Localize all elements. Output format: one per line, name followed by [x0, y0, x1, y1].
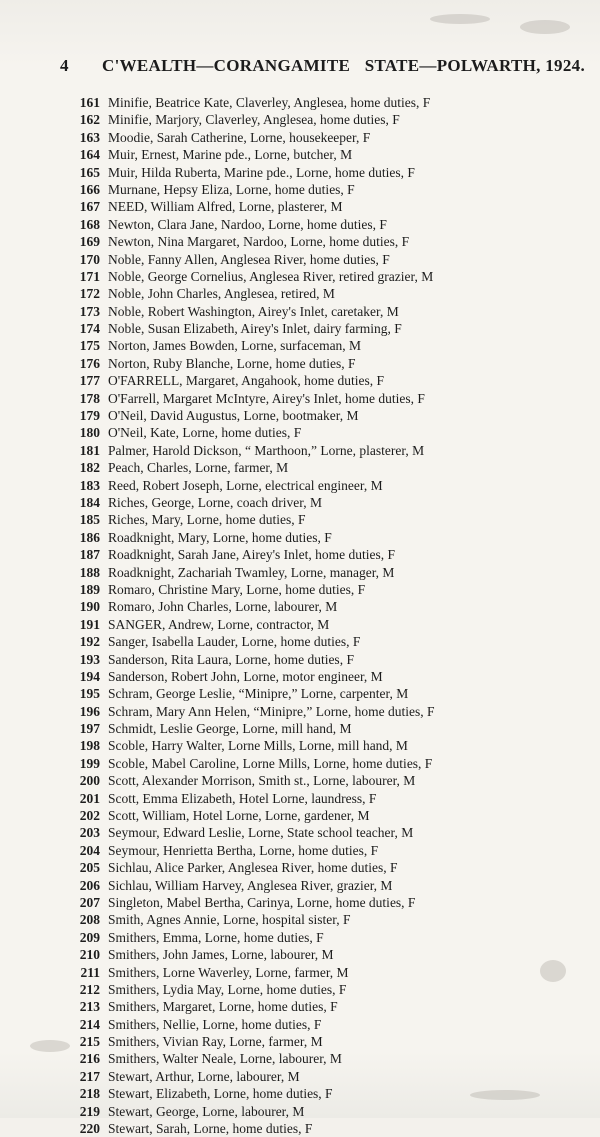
entry-text: Singleton, Mabel Bertha, Carinya, Lorne, home duties, F	[108, 894, 416, 910]
roll-entry	[64, 94, 594, 111]
roll-entry	[64, 529, 594, 546]
roll-entry	[64, 755, 594, 772]
roll-entry	[64, 807, 594, 824]
entry-number: 211	[80, 964, 100, 980]
entry-text: O'Neil, Kate, Lorne, home duties, F	[108, 425, 302, 441]
entry-text: Sanderson, Robert John, Lorne, motor engineer, M	[108, 668, 383, 684]
roll-entry	[64, 407, 594, 424]
entry-text: Scott, William, Hotel Lorne, Lorne, gardener, M	[108, 808, 370, 824]
entry-number: 200	[79, 773, 100, 789]
roll-entry	[64, 198, 594, 215]
roll-entry	[64, 772, 594, 789]
entry-text: Riches, George, Lorne, coach driver, M	[108, 494, 323, 510]
entry-text: Sanger, Isabella Lauder, Lorne, home duties, F	[108, 634, 361, 650]
roll-entry	[64, 494, 594, 511]
entry-number: 162	[79, 112, 100, 128]
roll-entry	[64, 1016, 594, 1033]
roll-entry	[64, 129, 594, 146]
entry-number: 220	[79, 1121, 100, 1137]
entry-number: 190	[79, 599, 100, 615]
roll-entry	[64, 251, 594, 268]
entry-text: Noble, John Charles, Anglesea, retired, M	[108, 286, 335, 302]
entry-number: 198	[79, 738, 100, 754]
roll-entry	[64, 459, 594, 476]
entry-number: 187	[79, 547, 100, 563]
roll-entry	[64, 424, 594, 441]
entry-text: Palmer, Harold Dickson, “ Marthoon,” Lorne, plasterer, M	[108, 442, 425, 458]
roll-entry	[64, 616, 594, 633]
entry-text: Noble, Robert Washington, Airey's Inlet, caretaker, M	[108, 303, 399, 319]
roll-entry	[64, 929, 594, 946]
roll-entry	[64, 824, 594, 841]
entry-text: Romaro, John Charles, Lorne, labourer, M	[108, 599, 338, 615]
entry-text: Noble, Susan Elizabeth, Airey's Inlet, dairy farming, F	[108, 321, 402, 337]
entry-number: 174	[79, 321, 100, 337]
entry-number: 217	[79, 1068, 100, 1084]
header-electorate: C'WEALTH—CORANGAMITE	[102, 56, 351, 75]
entry-number: 204	[79, 842, 100, 858]
entry-text: Smithers, Walter Neale, Lorne, labourer, M	[108, 1051, 342, 1067]
roll-entry	[64, 164, 594, 181]
entry-number: 212	[79, 981, 100, 997]
entry-number: 192	[79, 634, 100, 650]
entry-text: Newton, Nina Margaret, Nardoo, Lorne, home duties, F	[108, 234, 410, 250]
entry-text: Smithers, Margaret, Lorne, home duties, F	[108, 999, 338, 1015]
roll-entry	[64, 946, 594, 963]
roll-entry	[64, 337, 594, 354]
entry-number: 216	[79, 1051, 100, 1067]
roll-entry	[64, 564, 594, 581]
roll-entry	[64, 372, 594, 389]
entry-number: 188	[79, 564, 100, 580]
entry-number: 189	[79, 581, 100, 597]
roll-entry	[64, 842, 594, 859]
entry-number: 218	[79, 1086, 100, 1102]
roll-entry	[64, 303, 594, 320]
entry-number: 206	[79, 877, 100, 893]
page-number: 4	[60, 56, 69, 75]
entry-text: SANGER, Andrew, Lorne, contractor, M	[108, 616, 330, 632]
entry-text: Norton, Ruby Blanche, Lorne, home duties, F	[108, 355, 356, 371]
entry-text: Noble, George Cornelius, Anglesea River, retired grazier, M	[108, 268, 434, 284]
roll-entry	[64, 685, 594, 702]
roll-entry	[64, 1085, 594, 1102]
entry-text: Schram, Mary Ann Helen, “Minipre,” Lorne, home duties, F	[108, 703, 435, 719]
roll-entry	[64, 668, 594, 685]
entry-text: Scoble, Harry Walter, Lorne Mills, Lorne, mill hand, M	[108, 738, 408, 754]
roll-entry	[64, 355, 594, 372]
entry-number: 185	[79, 512, 100, 528]
roll-entry	[64, 911, 594, 928]
entry-text: Stewart, Elizabeth, Lorne, home duties, F	[108, 1086, 333, 1102]
roll-entry	[64, 546, 594, 563]
entry-text: Smithers, John James, Lorne, labourer, M	[108, 947, 334, 963]
entry-number: 176	[79, 355, 100, 371]
entry-text: Seymour, Henrietta Bertha, Lorne, home duties, F	[108, 842, 379, 858]
entry-text: Stewart, Sarah, Lorne, home duties, F	[108, 1121, 313, 1137]
entry-text: Muir, Ernest, Marine pde., Lorne, butcher, M	[108, 147, 353, 163]
entry-number: 199	[79, 755, 100, 771]
entry-number: 167	[79, 199, 100, 215]
entry-number: 183	[79, 477, 100, 493]
entry-number: 179	[79, 408, 100, 424]
entry-number: 172	[79, 286, 100, 302]
roll-entry	[64, 598, 594, 615]
entry-text: Muir, Hilda Ruberta, Marine pde., Lorne, home duties, F	[108, 164, 415, 180]
entry-number: 197	[79, 721, 100, 737]
roll-entry	[64, 1120, 594, 1137]
entry-number: 173	[79, 303, 100, 319]
entry-text: Scott, Alexander Morrison, Smith st., Lorne, labourer, M	[108, 773, 416, 789]
entry-text: Norton, James Bowden, Lorne, surfaceman, M	[108, 338, 362, 354]
entry-text: Roadknight, Mary, Lorne, home duties, F	[108, 529, 332, 545]
paper-blemish	[520, 20, 570, 34]
roll-entry	[64, 581, 594, 598]
entry-text: Schram, George Leslie, “Minipre,” Lorne, carpenter, M	[108, 686, 409, 702]
entry-number: 214	[79, 1016, 100, 1032]
header-state: STATE—POLWARTH, 1924.	[364, 56, 585, 75]
entry-number: 213	[79, 999, 100, 1015]
entry-number: 161	[79, 95, 100, 110]
entry-text: Smithers, Lydia May, Lorne, home duties, F	[108, 981, 347, 997]
entry-text: Roadknight, Zachariah Twamley, Lorne, manager, M	[108, 564, 395, 580]
entry-text: Reed, Robert Joseph, Lorne, electrical engineer, M	[108, 477, 383, 493]
roll-entry	[64, 1033, 594, 1050]
entry-number: 177	[79, 373, 100, 389]
entry-number: 166	[79, 181, 100, 197]
entry-text: Sichlau, William Harvey, Anglesea River, grazier, M	[108, 877, 393, 893]
entry-text: Peach, Charles, Lorne, farmer, M	[108, 460, 289, 476]
entry-number: 196	[79, 703, 100, 719]
entry-text: O'Farrell, Margaret McIntyre, Airey's Inlet, home duties, F	[108, 390, 425, 406]
roll-entry	[64, 181, 594, 198]
roll-entry	[64, 964, 594, 981]
entry-text: Newton, Clara Jane, Nardoo, Lorne, home duties, F	[108, 216, 387, 232]
entry-text: O'FARRELL, Margaret, Angahook, home duties, F	[108, 373, 385, 389]
entry-text: Smith, Agnes Annie, Lorne, hospital sister, F	[108, 912, 351, 928]
entry-number: 165	[79, 164, 100, 180]
entry-number: 215	[79, 1034, 100, 1050]
entry-number: 170	[79, 251, 100, 267]
entry-number: 208	[79, 912, 100, 928]
entry-text: Riches, Mary, Lorne, home duties, F	[108, 512, 306, 528]
entry-text: NEED, William Alfred, Lorne, plasterer, M	[108, 199, 343, 215]
roll-entry	[64, 233, 594, 250]
roll-entry	[64, 859, 594, 876]
page-header	[60, 56, 585, 80]
roll-entry	[64, 998, 594, 1015]
entry-number: 193	[79, 651, 100, 667]
roll-entry	[64, 737, 594, 754]
roll-entry	[64, 720, 594, 737]
entry-number: 180	[79, 425, 100, 441]
roll-entry	[64, 1103, 594, 1120]
roll-entry	[64, 285, 594, 302]
entry-number: 202	[79, 808, 100, 824]
entry-number: 191	[79, 616, 100, 632]
entry-text: Schmidt, Leslie George, Lorne, mill hand, M	[108, 721, 352, 737]
roll-entry	[64, 1050, 594, 1067]
entry-text: Scoble, Mabel Caroline, Lorne Mills, Lorne, home duties, F	[108, 755, 433, 771]
entry-number: 186	[79, 529, 100, 545]
entry-text: Stewart, George, Lorne, labourer, M	[108, 1103, 305, 1119]
entry-text: Romaro, Christine Mary, Lorne, home duties, F	[108, 581, 366, 597]
roll-entry	[64, 633, 594, 650]
roll-entry	[64, 320, 594, 337]
entry-number: 205	[79, 860, 100, 876]
entry-number: 219	[79, 1103, 100, 1119]
roll-entry	[64, 894, 594, 911]
entry-number: 207	[79, 894, 100, 910]
entry-text: Murnane, Hepsy Eliza, Lorne, home duties, F	[108, 181, 355, 197]
roll-entry	[64, 390, 594, 407]
entry-number: 175	[79, 338, 100, 354]
entry-number: 164	[79, 147, 100, 163]
entry-number: 181	[79, 442, 100, 458]
roll-entry	[64, 511, 594, 528]
roll-entry	[64, 651, 594, 668]
roll-entry	[64, 790, 594, 807]
paper-blemish	[430, 14, 490, 24]
entry-number: 168	[79, 216, 100, 232]
entry-number: 195	[79, 686, 100, 702]
roll-entry	[64, 216, 594, 233]
entry-text: Minifie, Beatrice Kate, Claverley, Anglesea, home duties, F	[108, 95, 431, 110]
roll-entry	[64, 877, 594, 894]
entry-number: 201	[79, 790, 100, 806]
roll-entry	[64, 1068, 594, 1085]
entry-text: Roadknight, Sarah Jane, Airey's Inlet, home duties, F	[108, 547, 396, 563]
entry-number: 209	[79, 929, 100, 945]
roll-entry	[64, 477, 594, 494]
entry-text: Moodie, Sarah Catherine, Lorne, housekeeper, F	[108, 129, 371, 145]
entry-text: Seymour, Edward Leslie, Lorne, State school teacher, M	[108, 825, 414, 841]
entry-number: 178	[79, 390, 100, 406]
entry-number: 163	[79, 129, 100, 145]
entry-text: Scott, Emma Elizabeth, Hotel Lorne, laundress, F	[108, 790, 377, 806]
entry-text: Stewart, Arthur, Lorne, labourer, M	[108, 1068, 300, 1084]
entry-text: Noble, Fanny Allen, Anglesea River, home duties, F	[108, 251, 390, 267]
entry-number: 184	[79, 494, 100, 510]
entry-text: O'Neil, David Augustus, Lorne, bootmaker, M	[108, 408, 359, 424]
entry-text: Sanderson, Rita Laura, Lorne, home duties, F	[108, 651, 354, 667]
entry-text: Sichlau, Alice Parker, Anglesea River, home duties, F	[108, 860, 398, 876]
entry-text: Smithers, Emma, Lorne, home duties, F	[108, 929, 324, 945]
entry-number: 203	[79, 825, 100, 841]
entry-number: 210	[79, 947, 100, 963]
roll-entry	[64, 146, 594, 163]
electoral-roll-list	[64, 94, 594, 1137]
roll-entry	[64, 442, 594, 459]
entry-number: 171	[79, 268, 100, 284]
entry-number: 169	[79, 234, 100, 250]
roll-entry	[64, 981, 594, 998]
entry-text: Smithers, Vivian Ray, Lorne, farmer, M	[108, 1034, 323, 1050]
roll-entry	[64, 268, 594, 285]
entry-text: Smithers, Lorne Waverley, Lorne, farmer, M	[108, 964, 349, 980]
roll-entry	[64, 703, 594, 720]
entry-number: 182	[79, 460, 100, 476]
entry-text: Minifie, Marjory, Claverley, Anglesea, home duties, F	[108, 112, 400, 128]
roll-entry	[64, 111, 594, 128]
entry-text: Smithers, Nellie, Lorne, home duties, F	[108, 1016, 322, 1032]
entry-number: 194	[79, 668, 100, 684]
